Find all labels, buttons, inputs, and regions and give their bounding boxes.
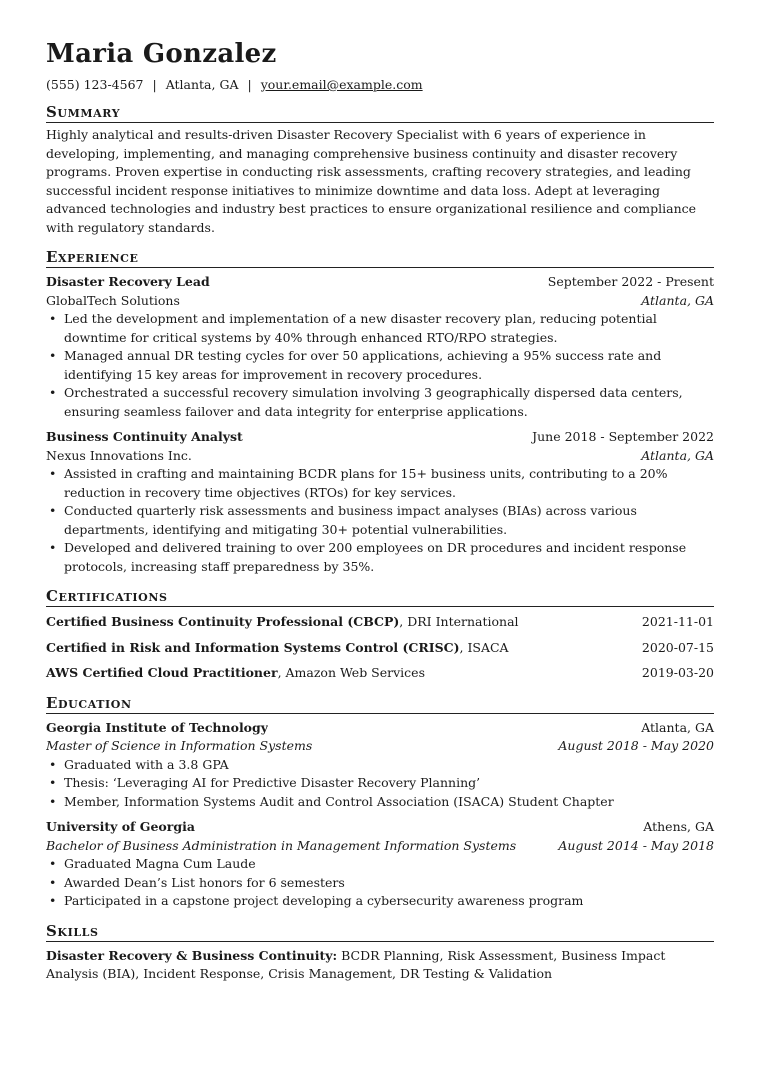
separator: | — [152, 77, 157, 92]
education-dates: August 2014 - May 2018 — [558, 837, 714, 853]
education-entry — [46, 719, 714, 812]
degree-name: Bachelor of Business Administration in Management Information Systems — [46, 837, 517, 853]
location: Atlanta, GA — [165, 77, 239, 92]
candidate-name: Maria Gonzalez — [46, 39, 277, 69]
bullet-item: • Participated in a capstone project developing a cybersecurity awareness program — [46, 892, 714, 911]
section-title-experience: Experience — [46, 248, 714, 268]
bullet-item: • Graduated with a 3.8 GPA — [46, 756, 714, 775]
certifications-section — [46, 587, 714, 683]
skills-section — [46, 922, 714, 984]
company-name: Nexus Innovations Inc. — [46, 447, 192, 463]
certification-issuer: , DRI International — [399, 614, 519, 629]
section-title-summary: Summary — [46, 103, 714, 123]
summary-text: Highly analytical and results-driven Disaster Recovery Specialist with 6 years of experience in developing, implementing, and managing comprehensive business continuity and disaster recovery programs. Proven expertise in conducting risk assessments, crafting recovery strategies, and leading successful incident response initiatives to minimize downtime and data loss. Adept at leveraging advanced technologies and industry best practices to ensure organizational resilience and compliance with regulatory standards. — [46, 127, 697, 235]
school-location: Atlanta, GA — [641, 719, 714, 735]
job-dates: September 2022 - Present — [547, 274, 714, 289]
school-name: Georgia Institute of Technology — [46, 719, 269, 735]
certification-row — [46, 639, 714, 658]
bullet-item: • Thesis: ‘Leveraging AI for Predictive Disaster Recovery Planning’ — [46, 774, 714, 793]
certification-date: 2020-07-15 — [641, 639, 714, 655]
separator: | — [247, 77, 252, 92]
company-name: GlobalTech Solutions — [46, 292, 180, 308]
bullet-item: • Led the development and implementation of a new disaster recovery plan, reducing potential downtime for critical systems by 40% through enhanced RTO/RPO strategies. — [46, 310, 714, 347]
bullet-item: • Member, Information Systems Audit and Control Association (ISACA) Student Chapter — [46, 793, 714, 812]
certification-row — [46, 613, 714, 632]
education-section — [46, 694, 714, 911]
degree-name: Master of Science in Information Systems — [46, 738, 313, 753]
email-link[interactable]: your.email@example.com — [260, 77, 423, 92]
job-title: Disaster Recovery Lead — [46, 274, 210, 289]
contact-line — [46, 76, 714, 94]
job-bullets — [46, 465, 714, 576]
education-bullets — [46, 756, 714, 812]
certification-name: Certified Business Continuity Professional (CBCP) — [46, 614, 400, 629]
experience-entry — [46, 428, 714, 576]
education-entry — [46, 818, 714, 911]
skill-items: BCDR Planning, Risk Assessment, Business Impact Analysis (BIA), Incident Response, Crisis Management, DR Testing & Validation — [46, 947, 666, 981]
education-dates: August 2018 - May 2020 — [558, 738, 714, 753]
bullet-item: • Orchestrated a successful recovery simulation involving 3 geographically dispersed data centers, ensuring seamless failover and data integrity for enterprise applications. — [46, 384, 714, 421]
certification-name: AWS Certified Cloud Practitioner — [46, 665, 278, 680]
job-location: Atlanta, GA — [641, 447, 714, 463]
bullet-item: • Managed annual DR testing cycles for over 50 applications, achieving a 95% success rate and identifying 15 key areas for improvement in recovery procedures. — [46, 347, 714, 384]
bullet-item: • Conducted quarterly risk assessments and business impact analyses (BIAs) across various departments, identifying and mitigating 30+ potential vulnerabilities. — [46, 502, 714, 539]
bullet-item: • Assisted in crafting and maintaining BCDR plans for 15+ business units, contributing to a 20% reduction in recovery time objectives (RTOs) for key services. — [46, 465, 714, 502]
certification-date: 2021-11-01 — [641, 614, 714, 629]
summary-section — [46, 103, 714, 237]
education-bullets — [46, 855, 714, 911]
job-location: Atlanta, GA — [641, 292, 714, 308]
certification-name: Certified in Risk and Information Systems Control (CRISC) — [46, 639, 460, 655]
job-title: Business Continuity Analyst — [46, 429, 243, 444]
section-title-skills: Skills — [46, 922, 714, 942]
section-title-certifications: Certifications — [46, 587, 714, 607]
certification-issuer: , Amazon Web Services — [277, 665, 425, 680]
skills-line — [46, 947, 714, 984]
skill-category: Disaster Recovery & Business Continuity: — [46, 947, 338, 963]
school-location: Athens, GA — [643, 819, 714, 834]
bullet-item: • Developed and delivered training to over 200 employees on DR procedures and incident response protocols, increasing staff preparedness by 35%. — [46, 539, 714, 576]
section-title-education: Education — [46, 694, 714, 714]
resume-page — [46, 38, 714, 984]
certification-row — [46, 664, 714, 683]
school-name: University of Georgia — [46, 819, 195, 834]
bullet-item: • Awarded Dean’s List honors for 6 semesters — [46, 874, 714, 893]
experience-section — [46, 248, 714, 576]
bullet-item: • Graduated Magna Cum Laude — [46, 855, 714, 874]
phone-number: (555) 123-4567 — [46, 77, 144, 92]
job-bullets — [46, 310, 714, 421]
experience-entry — [46, 273, 714, 421]
certification-issuer: , ISACA — [459, 639, 509, 655]
certification-date: 2019-03-20 — [641, 665, 714, 680]
job-dates: June 2018 - September 2022 — [532, 429, 714, 444]
